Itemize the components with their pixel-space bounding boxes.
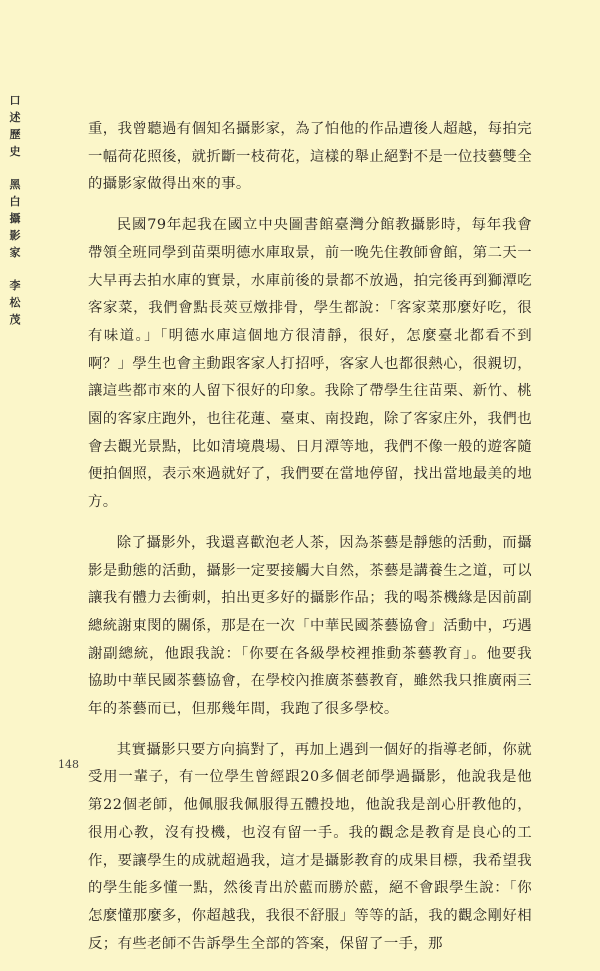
book-title: 黑白攝影家: [9, 178, 21, 259]
paragraph-4: 其實攝影只要方向搞對了，再加上遇到一個好的指導老師，你就受用一輩子，有一位學生曾經跟20多個老師學過攝影，他說我是他第22個老師，他佩服我佩服得五體投地，他說我是剖心肝教他的，很用心教，沒有投機，也沒有留一手。我的觀念是教育是良心的工作，要讓學生的成就超過我，這才是攝影教育的成果目標，我希望我的學生能多懂一點，然後青出於藍而勝於藍，絕不會跟學生說：「你怎麼懂那麼多，你超越我，我很不舒服」等等的話，我的觀念剛好相反；有些老師不告訴學生全部的答案，保留了一手，那: [88, 741, 532, 952]
series-title: 口述歷史: [9, 94, 21, 158]
paragraph-3: 除了攝影外，我還喜歡泡老人茶，因為茶藝是靜態的活動，而攝影是動態的活動，攝影一定要接觸大自然，茶藝是講養生之道，可以讓我有體力去衝刺，拍出更多好的攝影作品；我的喝茶機緣是因前副總統謝東閔的關係，那是在一次「中華民國茶藝協會」活動中，巧遇謝副總統，他跟我說：「你要在各級學校裡推動茶藝教育」。他要我協助中華民國茶藝協會，在學校內推廣茶藝教育，雖然我只推廣兩三年的茶藝而已，但那幾年間，我跑了很多學校。: [88, 534, 532, 718]
body-text: [88, 116, 532, 971]
paragraph-1: 重，我曾聽過有個知名攝影家，為了怕他的作品遭後人超越，每拍完一幅荷花照後，就折斷一枝荷花，這樣的舉止絕對不是一位技藝雙全的攝影家做得出來的事。: [88, 121, 532, 193]
page-number: 148: [58, 758, 79, 771]
paragraph-2: 民國79年起我在國立中央圖書館臺灣分館教攝影時，每年我會帶領全班同學到苗栗明德水庫取景，前一晚先住教師會館，第二天一大早再去拍水庫的實景，水庫前後的景都不放過，拍完後再到獅潭吃客家菜，我們會點長莢豆燉排骨，學生都說：「客家菜那麼好吃，很有味道。」「明德水庫這個地方很清靜，很好，怎麼臺北都看不到啊？」學生也會主動跟客家人打招呼，客家人也都很熱心，很親切，讓這些都市來的人留下很好的印象。我除了帶學生往苗栗、新竹、桃園的客家庄跑外，也往花蓮、臺東、南投跑，除了客家庄外，我們也會去觀光景點，比如清境農場、日月潭等地，我們不像一般的遊客隨便拍個照，表示來過就好了，我們要在當地停留，找出當地最美的地方。: [88, 217, 532, 511]
running-header-vertical: [8, 92, 22, 328]
author-name: 李松茂: [9, 279, 21, 326]
